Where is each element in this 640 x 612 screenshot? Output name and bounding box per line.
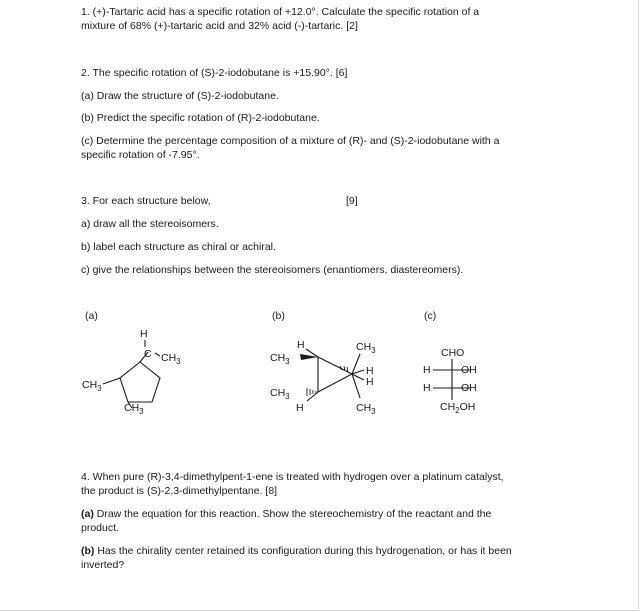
structure-label-c: (c) (424, 310, 437, 322)
q3-part-c: c) give the relationships between the stereoisomers (enantiomers, diastereomers). (81, 264, 464, 276)
struct-c-cho: CHO (441, 347, 465, 359)
q2-intro: 2. The specific rotation of (S)-2-iodobutane is +15.90°. [6] (81, 67, 348, 79)
struct-a-ch3-left: $CH_3$ (82, 379, 102, 394)
q3-marks: [9] (346, 195, 358, 207)
q4-part-b-line2: inverted? (81, 559, 125, 571)
struct-a-ch3-top: $CH_3$ (161, 352, 181, 367)
q1-line2: mixture of 68% (+)-tartaric acid and 32% acid (-)-tartaric. [2] (81, 20, 358, 32)
q4-line2: the product is (S)-2,3-dimethylpentane. [8] (81, 485, 278, 497)
q3-intro: 3. For each structure below, (81, 195, 211, 207)
struct-b-ch3-bottom: $CH_3$ (356, 402, 376, 417)
q2-part-a: (a) Draw the structure of (S)-2-iodobutane. (81, 90, 279, 102)
struct-b-ch3-left-bottom: $CH_3$ (270, 387, 290, 402)
q2-part-c-line1: (c) Determine the percentage composition of a mixture of (R)- and (S)-2-iodobutane with a (81, 135, 500, 147)
struct-c-row2-h: H (423, 382, 431, 394)
struct-b-ch3-top: $CH_3$ (356, 341, 376, 356)
struct-c-row2-oh: OH (461, 382, 477, 394)
q4-part-b-text1: Has the chirality center retained its configuration during this hydrogenation, or has it been (94, 545, 512, 557)
struct-b-h-top: H (297, 339, 305, 351)
q2-part-b: (b) Predict the specific rotation of (R)-2-iodobutane. (81, 112, 320, 124)
q4-part-b-line1 (81, 544, 512, 558)
struct-a-h: H (140, 328, 148, 340)
struct-a-ch3-bottom: $CH_3$ (124, 402, 144, 417)
q3-part-a: a) draw all the stereoisomers. (81, 218, 219, 230)
q3-part-b: b) label each structure as chiral or achiral. (81, 241, 276, 253)
struct-b-h-right-2: H (366, 376, 374, 388)
struct-b-ch3-left-top: $CH_3$ (270, 352, 290, 367)
struct-c-ch2oh: $CH_2OH$ (440, 401, 476, 416)
struct-b-h-right-1: H (366, 365, 374, 377)
q4-part-a-line2: product. (81, 522, 119, 534)
q4-part-a-label: (a) (81, 508, 94, 520)
structure-label-a: (a) (85, 310, 98, 322)
q2-part-c-line2: specific rotation of -7.95°. (81, 149, 200, 161)
structure-label-b: (b) (272, 310, 285, 322)
struct-c-row1-h: H (423, 364, 431, 376)
struct-b-h-bottom: H (296, 402, 304, 414)
q4-line1: 4. When pure (R)-3,4-dimethylpent-1-ene is treated with hydrogen over a platinum catalyst, (81, 471, 504, 483)
q4-part-a-text1: Draw the equation for this reaction. Show the stereochemistry of the reactant and the (93, 508, 492, 520)
struct-c-row1-oh: OH (461, 364, 477, 376)
struct-a-c: C (144, 348, 152, 360)
q4-part-b-label: (b) (81, 545, 95, 557)
q4-part-a-line1 (81, 507, 491, 521)
q1-line1: 1. (+)-Tartaric acid has a specific rotation of +12.0°. Calculate the specific rotation of a (81, 6, 480, 18)
